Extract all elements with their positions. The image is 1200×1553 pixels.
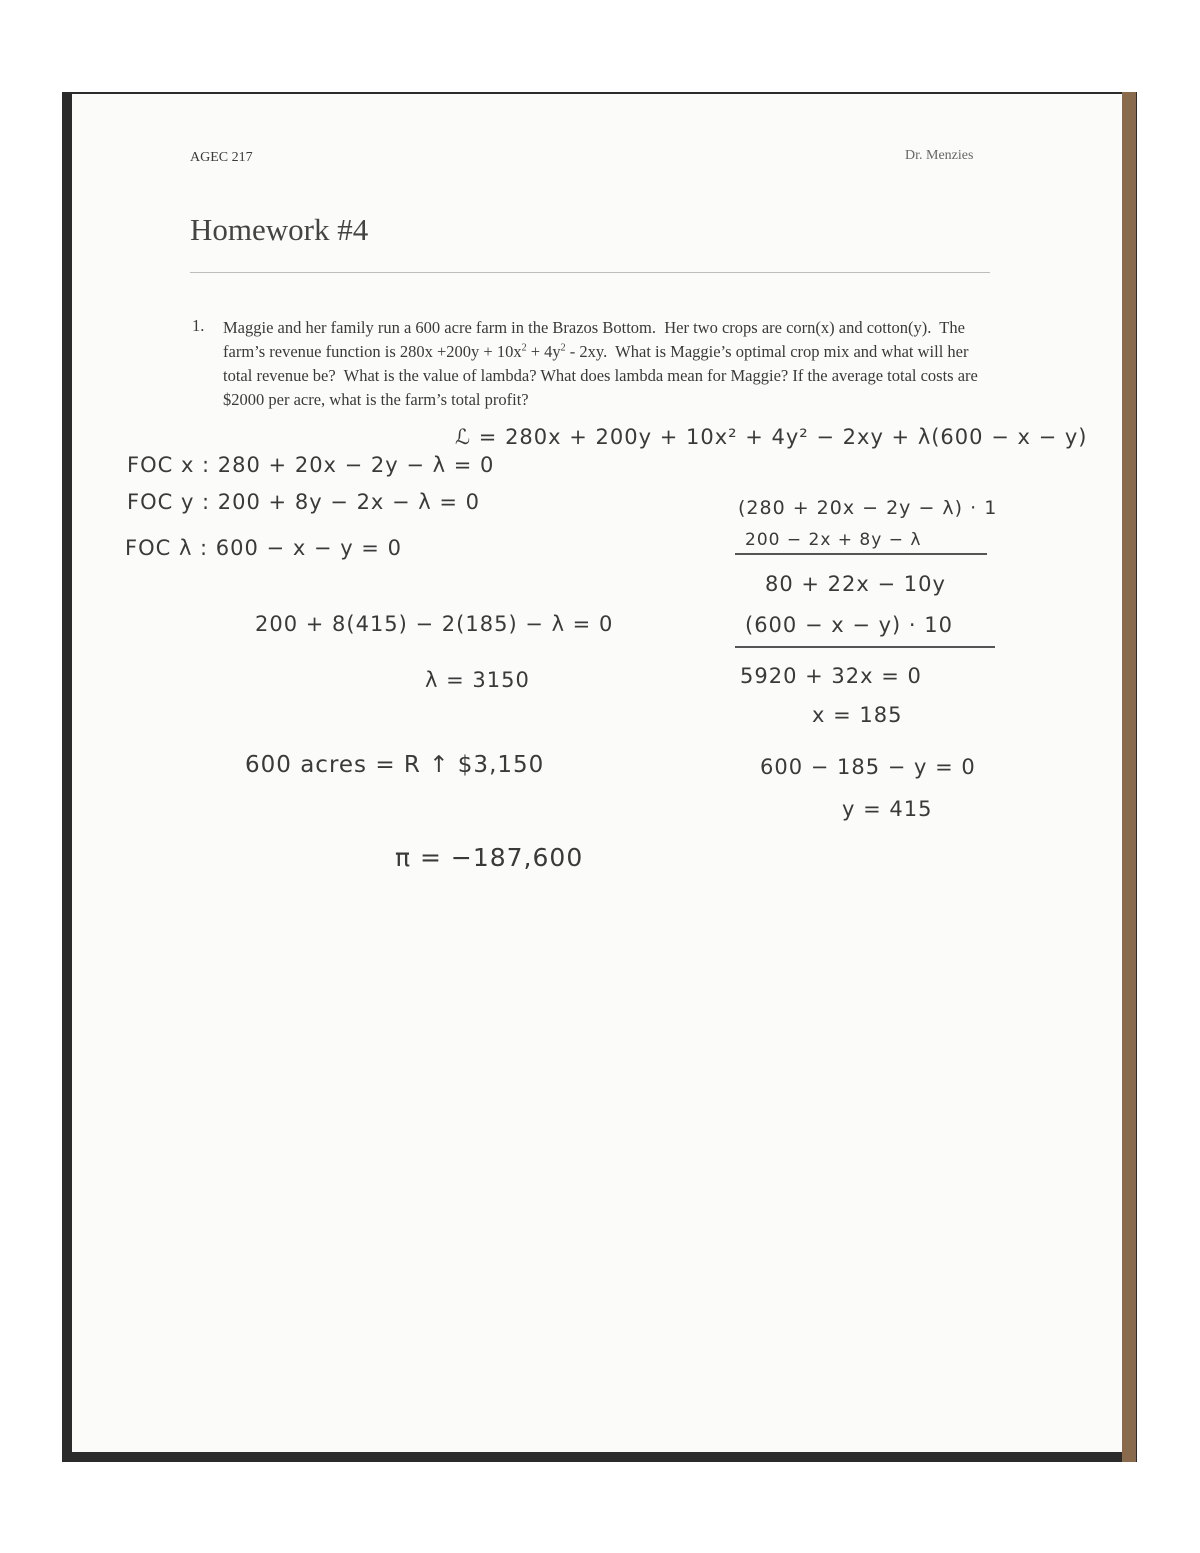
- acres-revenue-line: 600 acres = R ↑ $3,150: [245, 752, 545, 778]
- work-underline-1: [735, 553, 987, 555]
- work-line-3: 80 + 22x − 10y: [765, 572, 946, 596]
- foc-x: FOC x : 280 + 20x − 2y − λ = 0: [127, 453, 495, 477]
- lambda-result: λ = 3150: [425, 668, 530, 692]
- substitution-line: 200 + 8(415) − 2(185) − λ = 0: [255, 612, 614, 636]
- lagrangian-equation: ℒ = 280x + 200y + 10x² + 4y² − 2xy + λ(600 − x − y): [455, 425, 1088, 449]
- work-line-1: (280 + 20x − 2y − λ) · 1: [738, 497, 998, 519]
- course-code: AGEC 217: [190, 150, 253, 165]
- question-number: 1.: [192, 316, 205, 335]
- question-text: Maggie and her family run a 600 acre farm in the Brazos Bottom. Her two crops are corn(x) and cotton(y). The farm’s revenue function is $280x +200y + 10x^2 + 4y^2 - 2xy$. What is Maggie’s optimal crop mix and what will her total revenue be? What is the value of lambda? What does lambda mean for Maggie? If the average total costs are $2000 per acre, what is the farm’s total profit?: [223, 318, 978, 409]
- foc-lambda: FOC λ : 600 − x − y = 0: [125, 536, 402, 560]
- total-profit-line: π = −187,600: [395, 843, 584, 872]
- work-line-6: x = 185: [812, 703, 903, 727]
- instructor-name: Dr. Menzies: [905, 148, 974, 163]
- work-line-2: 200 − 2x + 8y − λ: [745, 530, 922, 550]
- work-underline-2: [735, 646, 995, 648]
- work-line-5: 5920 + 32x = 0: [740, 664, 922, 688]
- page-title: Homework #4: [190, 212, 369, 247]
- foc-y: FOC y : 200 + 8y − 2x − λ = 0: [127, 490, 481, 514]
- work-line-8: y = 415: [842, 797, 933, 821]
- work-line-4: (600 − x − y) · 10: [745, 613, 953, 637]
- scan-edge: [1122, 92, 1136, 1462]
- title-divider: [190, 272, 990, 273]
- work-line-7: 600 − 185 − y = 0: [760, 755, 976, 779]
